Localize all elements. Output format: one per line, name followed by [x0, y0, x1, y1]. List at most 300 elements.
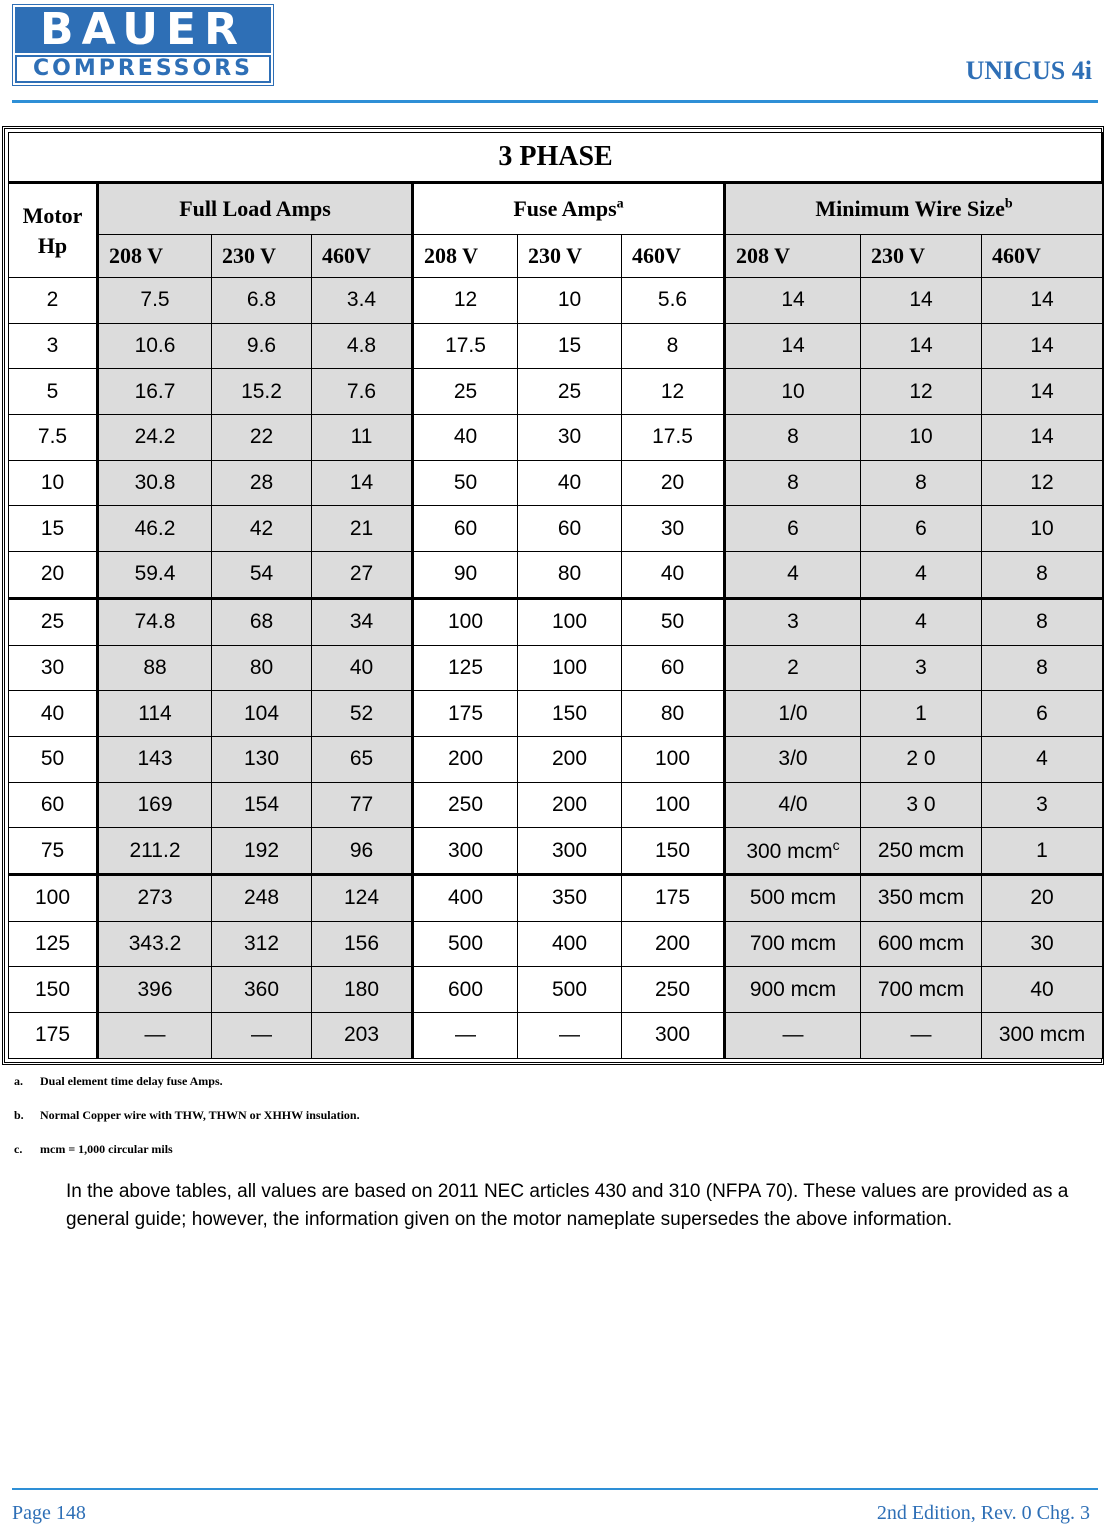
cell-text: 54 — [249, 562, 274, 586]
footnote-c — [14, 1142, 360, 1176]
cell-text: 211.2 — [129, 838, 181, 862]
footnote-b — [14, 1108, 360, 1142]
value-cell — [518, 967, 622, 1013]
cell-text: 8 — [787, 471, 799, 495]
value-cell — [212, 1013, 312, 1059]
value-cell — [982, 645, 1103, 691]
value-cell — [312, 278, 413, 324]
motor-hp-line2: Hp — [37, 232, 68, 258]
cell-text: 200 — [551, 792, 588, 816]
cell-text: 100 — [447, 610, 484, 634]
value-cell — [212, 278, 312, 324]
cell-text: 130 — [243, 747, 280, 771]
value-cell — [312, 369, 413, 415]
value-cell — [725, 782, 861, 828]
value-cell — [725, 415, 861, 461]
value-cell — [861, 552, 982, 599]
motor-hp-cell — [9, 278, 98, 324]
cell-text: 5 — [46, 379, 59, 403]
value-cell — [622, 736, 725, 782]
cell-text: 12 — [909, 379, 933, 403]
value-cell — [725, 874, 861, 921]
value-cell — [312, 736, 413, 782]
value-cell — [413, 369, 518, 415]
cell-text: 104 — [243, 701, 280, 725]
mcm-footnote-ref: c — [832, 837, 840, 854]
motor-hp-cell — [9, 1013, 98, 1059]
cell-text: 6 — [1036, 701, 1048, 725]
cell-text: 8 — [666, 334, 679, 358]
footnote-text: Dual element time delay fuse Amps. — [40, 1074, 223, 1088]
cell-text: 5.6 — [657, 288, 688, 312]
cell-text: 10.6 — [134, 334, 176, 358]
cell-text: 60 — [660, 655, 685, 679]
cell-text: 10 — [557, 288, 582, 312]
fuse-amps-label: Fuse Amps — [513, 196, 617, 221]
cell-text: 11 — [350, 425, 373, 449]
table-row — [9, 460, 1103, 506]
motor-hp-cell — [9, 736, 98, 782]
cell-text: 4 — [915, 610, 927, 634]
value-cell — [725, 921, 861, 967]
full-load-amps-label: Full Load Amps — [179, 196, 331, 221]
cell-text: 12 — [453, 288, 478, 312]
cell-text: 24.2 — [134, 425, 176, 449]
cell-text: 600 — [447, 977, 484, 1001]
value-cell — [212, 782, 312, 828]
cell-text: 30 — [1030, 931, 1054, 955]
value-cell — [212, 415, 312, 461]
cell-text: 169 — [137, 792, 173, 816]
cell-text: 154 — [243, 792, 280, 816]
value-cell — [861, 1013, 982, 1059]
cell-text: 300 mcm — [998, 1023, 1086, 1047]
full-load-amps-header — [98, 183, 413, 235]
cell-text: 3 — [915, 655, 927, 679]
cell-text: 4 — [1036, 747, 1048, 771]
value-cell — [622, 828, 725, 875]
cell-text: 68 — [249, 610, 274, 634]
cell-text: 3 0 — [906, 792, 936, 816]
table-row — [9, 691, 1103, 737]
cell-text: 88 — [143, 655, 167, 679]
value-cell — [312, 921, 413, 967]
table-row — [9, 645, 1103, 691]
value-cell — [518, 506, 622, 552]
cell-text: 52 — [349, 701, 374, 725]
three-phase-table — [2, 126, 1104, 1065]
motor-hp-cell — [9, 460, 98, 506]
value-cell — [413, 691, 518, 737]
cell-text: 400 — [551, 931, 588, 955]
cell-text: 10 — [781, 379, 805, 403]
value-cell — [518, 278, 622, 324]
cell-text: 124 — [343, 886, 380, 910]
cell-text: 3.4 — [346, 288, 377, 312]
value-cell — [413, 552, 518, 599]
fuse-amps-footnote-ref: a — [616, 196, 624, 212]
header-rule — [12, 100, 1098, 103]
cell-text: 500 — [447, 931, 484, 955]
value-cell — [413, 736, 518, 782]
cell-text: 50 — [40, 747, 65, 771]
cell-text: 90 — [453, 562, 478, 586]
value-cell — [622, 323, 725, 369]
cell-text: 400 — [447, 886, 484, 910]
cell-text: 6 — [915, 516, 927, 540]
voltage-header: 230 V — [861, 235, 982, 278]
cell-text: 22 — [249, 425, 274, 449]
value-cell — [861, 460, 982, 506]
cell-text: 100 — [551, 610, 588, 634]
value-cell — [98, 369, 212, 415]
footnotes — [14, 1074, 360, 1176]
value-cell — [312, 460, 413, 506]
value-cell — [413, 598, 518, 645]
value-cell — [725, 323, 861, 369]
footnote-label: a. — [14, 1074, 23, 1088]
value-cell — [518, 598, 622, 645]
value-cell — [622, 506, 725, 552]
cell-text: 14 — [909, 334, 933, 358]
cell-text: 200 — [551, 747, 588, 771]
cell-text: 46.2 — [134, 516, 176, 540]
cell-text: 14 — [909, 288, 933, 312]
cell-text: 40 — [453, 425, 478, 449]
cell-text: — — [144, 1023, 166, 1047]
logo-subtitle: COMPRESSORS — [15, 55, 271, 83]
value-cell — [982, 691, 1103, 737]
cell-text: 150 — [34, 977, 71, 1001]
value-cell — [982, 415, 1103, 461]
cell-text: — — [910, 1023, 932, 1047]
value-cell — [982, 278, 1103, 324]
cell-text: 25 — [557, 379, 582, 403]
cell-text: 17.5 — [445, 334, 486, 358]
table-row — [9, 874, 1103, 921]
cell-text: 143 — [137, 747, 173, 771]
cell-text: 900 mcm — [749, 977, 837, 1001]
cell-text: 50 — [453, 471, 478, 495]
cell-text: 60 — [40, 792, 65, 816]
cell-text: 300 — [551, 838, 588, 862]
cell-text: 50 — [660, 610, 685, 634]
value-cell — [413, 921, 518, 967]
value-cell — [312, 415, 413, 461]
cell-text: 300 — [447, 838, 484, 862]
value-cell — [98, 691, 212, 737]
cell-text: 42 — [249, 516, 274, 540]
value-cell — [518, 645, 622, 691]
cell-text: 40 — [660, 562, 685, 586]
value-cell — [861, 874, 982, 921]
value-cell — [212, 921, 312, 967]
cell-text: 600 mcm — [877, 931, 965, 955]
cell-text: 8 — [787, 425, 799, 449]
cell-text: — — [559, 1023, 580, 1047]
value-cell — [982, 921, 1103, 967]
footnote-a — [14, 1074, 360, 1108]
cell-text: 3 — [46, 334, 59, 358]
cell-text: 200 — [447, 747, 484, 771]
cell-text: 175 — [447, 701, 484, 725]
cell-text: 20 — [1030, 886, 1054, 910]
cell-text: 27 — [349, 562, 374, 586]
cell-text: 8 — [915, 471, 927, 495]
value-cell — [622, 278, 725, 324]
cell-text: 3/0 — [778, 747, 808, 771]
cell-text: 8 — [1036, 655, 1048, 679]
cell-text: 14 — [781, 288, 805, 312]
cell-text: 350 mcm — [877, 886, 965, 910]
value-cell — [413, 506, 518, 552]
value-cell — [861, 369, 982, 415]
cell-text: 273 — [137, 886, 173, 910]
footnote-text: Normal Copper wire with THW, THWN or XHHW insulation. — [40, 1108, 360, 1122]
value-cell — [861, 736, 982, 782]
value-cell — [413, 967, 518, 1013]
cell-text: 75 — [40, 838, 65, 862]
cell-text: 25 — [40, 610, 65, 634]
value-cell — [982, 323, 1103, 369]
value-cell — [982, 782, 1103, 828]
voltage-header: 208 V — [725, 235, 861, 278]
cell-text: 9.6 — [246, 334, 277, 358]
value-cell — [622, 782, 725, 828]
cell-text: 96 — [349, 838, 374, 862]
value-cell — [518, 691, 622, 737]
cell-text: 12 — [1030, 471, 1054, 495]
cell-text: 4/0 — [778, 792, 808, 816]
value-cell — [413, 782, 518, 828]
value-cell — [982, 460, 1103, 506]
cell-text: 343.2 — [128, 931, 182, 955]
cell-text: 125 — [34, 931, 71, 955]
cell-text: 150 — [551, 701, 588, 725]
cell-text: 40 — [557, 471, 582, 495]
value-cell — [725, 369, 861, 415]
cell-text: 350 — [551, 886, 588, 910]
cell-text: 192 — [243, 838, 280, 862]
cell-text: 14 — [1030, 425, 1054, 449]
cell-text: 60 — [557, 516, 582, 540]
value-cell — [982, 369, 1103, 415]
value-cell — [312, 782, 413, 828]
cell-text: 80 — [557, 562, 582, 586]
cell-text: 125 — [447, 655, 484, 679]
value-cell — [982, 598, 1103, 645]
table-row — [9, 415, 1103, 461]
wire-size-label: Minimum Wire Size — [815, 196, 1005, 221]
voltage-header: 230 V — [518, 235, 622, 278]
value-cell — [212, 828, 312, 875]
value-cell — [413, 460, 518, 506]
page-number: Page 148 — [12, 1502, 86, 1524]
cell-text: 4.8 — [346, 334, 377, 358]
value-cell — [982, 828, 1103, 875]
motor-hp-cell — [9, 598, 98, 645]
value-cell — [413, 415, 518, 461]
table-row — [9, 369, 1103, 415]
cell-text: 8 — [1036, 562, 1048, 586]
cell-text: 59.4 — [134, 562, 176, 586]
footnote-text: mcm = 1,000 circular mils — [40, 1142, 173, 1156]
cell-text: 30 — [40, 655, 65, 679]
voltage-header: 460V — [312, 235, 413, 278]
cell-text: 15.2 — [241, 379, 282, 403]
cell-text: 700 mcm — [877, 977, 965, 1001]
motor-hp-cell — [9, 323, 98, 369]
cell-text: 25 — [453, 379, 478, 403]
value-cell — [98, 967, 212, 1013]
value-cell — [622, 460, 725, 506]
value-cell — [622, 598, 725, 645]
cell-text: 360 — [243, 977, 280, 1001]
voltage-header: 460V — [982, 235, 1103, 278]
cell-text: 200 — [654, 931, 691, 955]
cell-text: 4 — [915, 562, 927, 586]
value-cell — [982, 506, 1103, 552]
cell-text: 14 — [349, 471, 374, 495]
value-cell — [518, 921, 622, 967]
table-row — [9, 782, 1103, 828]
cell-text: 30 — [557, 425, 582, 449]
cell-text: 74.8 — [134, 610, 176, 634]
value-cell — [861, 828, 982, 875]
cell-text: 300 mcm — [746, 840, 833, 864]
footnote-label: b. — [14, 1108, 24, 1122]
table-row — [9, 828, 1103, 875]
value-cell — [312, 967, 413, 1013]
value-cell — [98, 598, 212, 645]
voltage-header: 230 V — [212, 235, 312, 278]
cell-text: 7.5 — [140, 288, 170, 312]
value-cell — [622, 1013, 725, 1059]
cell-text: 1/0 — [778, 701, 808, 725]
model-title: UNICUS 4i — [965, 56, 1092, 85]
value-cell — [212, 506, 312, 552]
table-row — [9, 921, 1103, 967]
cell-text: 396 — [137, 977, 173, 1001]
value-cell — [725, 552, 861, 599]
motor-hp-cell — [9, 967, 98, 1013]
value-cell — [861, 645, 982, 691]
value-cell — [98, 460, 212, 506]
value-cell — [98, 874, 212, 921]
cell-text: 1 — [1036, 838, 1048, 862]
value-cell — [725, 460, 861, 506]
cell-text: — — [782, 1023, 804, 1047]
cell-text: 156 — [343, 931, 380, 955]
table-row — [9, 1013, 1103, 1059]
motor-hp-cell — [9, 369, 98, 415]
cell-text: 8 — [1036, 610, 1048, 634]
cell-text: 180 — [343, 977, 380, 1001]
value-cell — [725, 828, 861, 875]
cell-text: 34 — [349, 610, 374, 634]
cell-text: 15 — [40, 516, 65, 540]
value-cell — [312, 323, 413, 369]
cell-text: 15 — [557, 334, 582, 358]
cell-text: 30.8 — [134, 471, 176, 495]
cell-text: — — [251, 1023, 272, 1047]
value-cell — [98, 828, 212, 875]
value-cell — [518, 828, 622, 875]
cell-text: 100 — [654, 792, 691, 816]
motor-hp-cell — [9, 552, 98, 599]
cell-text: 14 — [781, 334, 805, 358]
motor-hp-cell — [9, 506, 98, 552]
value-cell — [312, 506, 413, 552]
value-cell — [622, 874, 725, 921]
cell-text: 7.6 — [346, 379, 377, 403]
voltage-header: 460V — [622, 235, 725, 278]
cell-text: 250 — [654, 977, 691, 1001]
cell-text: 21 — [349, 516, 374, 540]
value-cell — [413, 874, 518, 921]
table-row — [9, 278, 1103, 324]
motor-hp-cell — [9, 828, 98, 875]
value-cell — [413, 828, 518, 875]
cell-text: 20 — [660, 471, 685, 495]
cell-text: 500 — [551, 977, 588, 1001]
value-cell — [861, 921, 982, 967]
value-cell — [622, 415, 725, 461]
value-cell — [725, 736, 861, 782]
cell-text: 248 — [243, 886, 280, 910]
motor-hp-cell — [9, 874, 98, 921]
footer-rule — [12, 1488, 1098, 1490]
cell-text: 250 mcm — [877, 838, 965, 862]
cell-text: 6.8 — [246, 288, 277, 312]
value-cell — [725, 645, 861, 691]
value-cell — [98, 921, 212, 967]
value-cell — [518, 323, 622, 369]
value-cell — [861, 691, 982, 737]
value-cell — [413, 645, 518, 691]
cell-text: 40 — [1030, 977, 1054, 1001]
table-body — [9, 278, 1103, 1059]
cell-text: 40 — [349, 655, 374, 679]
value-cell — [312, 874, 413, 921]
value-cell — [312, 598, 413, 645]
value-cell — [212, 460, 312, 506]
cell-text: 12 — [660, 379, 685, 403]
fuse-amps-header — [413, 183, 725, 235]
value-cell — [518, 460, 622, 506]
cell-text: 6 — [787, 516, 799, 540]
voltage-header: 208 V — [98, 235, 212, 278]
value-cell — [98, 736, 212, 782]
motor-hp-line1: Motor — [22, 202, 83, 228]
value-cell — [518, 415, 622, 461]
cell-text: 80 — [660, 701, 685, 725]
table-row — [9, 598, 1103, 645]
nec-disclaimer-paragraph: In the above tables, all values are based on 2011 NEC articles 430 and 310 (NFPA 70). These values are provided as a general guide; however, the information given on the motor nameplate supersedes the above information. — [66, 1181, 1069, 1230]
value-cell — [725, 278, 861, 324]
motor-hp-cell — [9, 691, 98, 737]
cell-text: 150 — [654, 838, 691, 862]
cell-text: 175 — [654, 886, 691, 910]
table-row — [9, 506, 1103, 552]
value-cell — [725, 967, 861, 1013]
cell-text: 60 — [453, 516, 478, 540]
value-cell — [982, 736, 1103, 782]
cell-text: — — [455, 1023, 476, 1047]
value-cell — [413, 278, 518, 324]
cell-text: 700 mcm — [749, 931, 837, 955]
value-cell — [518, 736, 622, 782]
